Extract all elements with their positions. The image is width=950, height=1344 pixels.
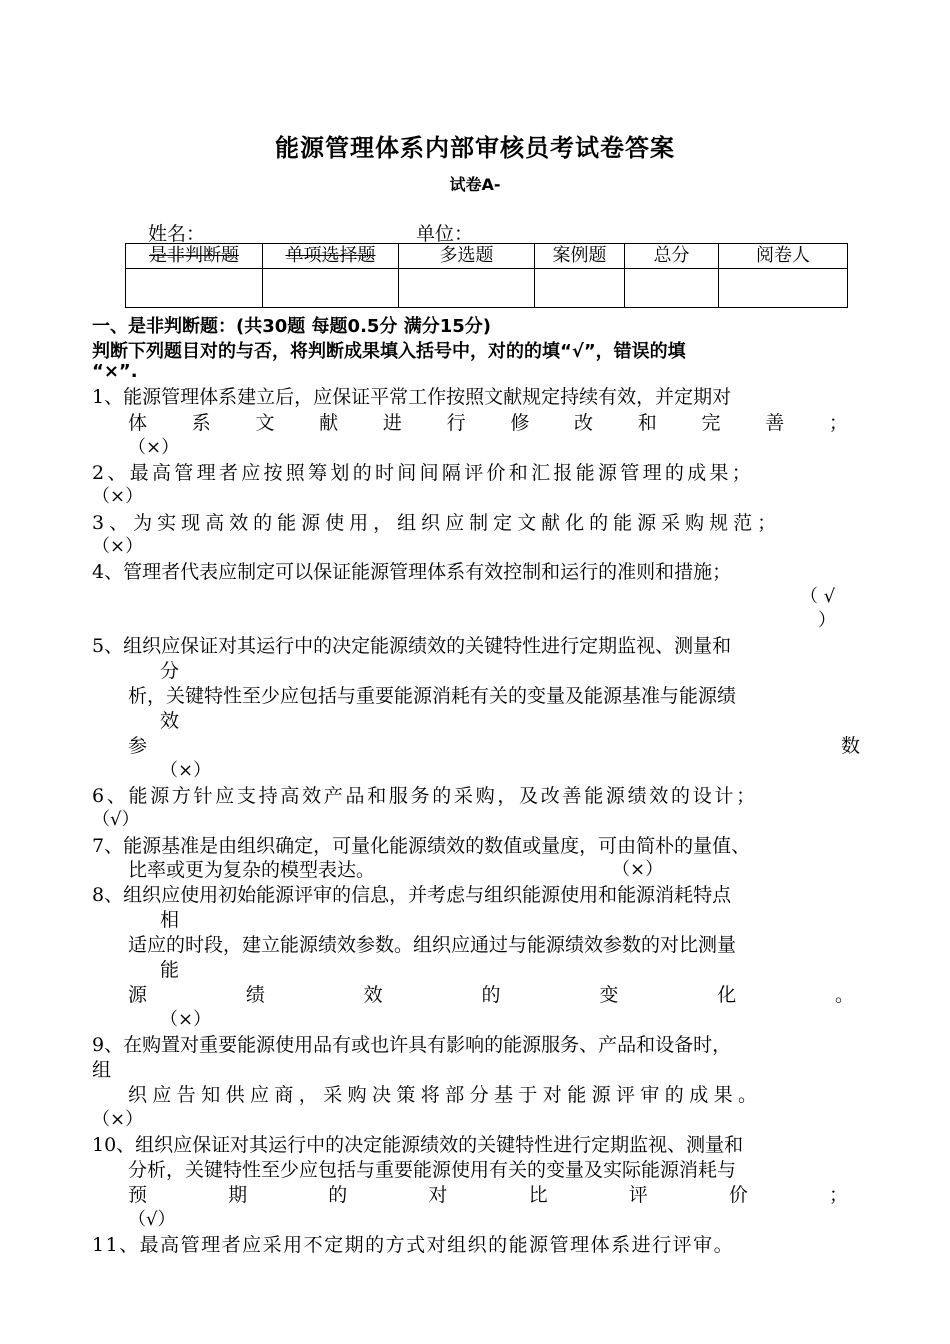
- question-8-answer: （×）: [160, 1009, 212, 1030]
- question-10-answer: （√）: [128, 1209, 176, 1230]
- exam-version: 试卷A-: [449, 175, 501, 194]
- col-judgment: 是非判断题: [126, 244, 263, 269]
- question-4-answer-close: ）: [818, 610, 836, 631]
- question-5-line-1: 5、组织应保证对其运行中的决定能源绩效的关键特性进行定期监视、测量和: [92, 635, 732, 657]
- score-table: [125, 243, 848, 308]
- question-9-answer: （×）: [92, 1109, 144, 1130]
- question-8-line-1-wrap: 相: [160, 909, 180, 931]
- score-cell-single-choice[interactable]: [263, 269, 399, 308]
- unit-field-label: 单位：: [416, 223, 474, 245]
- question-10-line-1: 10、组织应保证对其运行中的决定能源绩效的关键特性进行定期监视、测量和: [92, 1134, 744, 1156]
- question-2-line-1: 2、最高管理者应按照筹划的时间间隔评价和汇报能源管理的成果；: [92, 462, 755, 484]
- question-3-line-1: 3、为实现高效的能源使用，组织应制定文献化的能源采购规范；: [92, 512, 782, 534]
- question-5-line-1-wrap: 分: [160, 660, 180, 682]
- question-11-line-1: 11、最高管理者应采用不定期的方式对组织的能源管理体系进行评审。: [92, 1234, 735, 1256]
- question-10-line-2: 分析，关键特性至少应包括与重要能源使用有关的变量及实际能源消耗与: [128, 1159, 737, 1181]
- question-8-line-2-wrap: 能: [160, 959, 180, 981]
- question-5-line-2: 析，关键特性至少应包括与重要能源消耗有关的变量及能源基准与能源绩: [128, 685, 737, 707]
- question-4-line-1: 4、管理者代表应制定可以保证能源管理体系有效控制和运行的准则和措施；: [92, 561, 732, 583]
- question-9-line-1: 9、在购置对重要能源使用品有或也许具有影响的能源服务、产品和设备时，: [92, 1034, 732, 1056]
- col-grader: 阅卷人: [719, 244, 848, 269]
- question-3-answer: （×）: [92, 536, 144, 557]
- page-title: 能源管理体系内部审核员考试卷答案: [275, 134, 675, 162]
- question-1-answer: （×）: [128, 437, 180, 458]
- section-instruction-cont: “×”.: [92, 361, 138, 382]
- question-2-answer: （×）: [92, 486, 144, 507]
- score-cell-grader[interactable]: [719, 269, 848, 308]
- col-single-choice: 单项选择题: [263, 244, 399, 269]
- section-instruction: 判断下列题目对的与否，将判断成果填入括号中，对的的填“√”，错误的填: [92, 341, 686, 362]
- score-cell-judgment[interactable]: [126, 269, 263, 308]
- question-8-line-3: 源 绩 效 的 变 化 。: [128, 984, 854, 1006]
- question-5-line-3: 参 数: [128, 735, 860, 757]
- question-6-answer: （√）: [92, 809, 140, 830]
- question-10-line-3: 预 期 的 对 比 评 价 ；: [128, 1184, 848, 1206]
- score-cell-multi-choice[interactable]: [399, 269, 535, 308]
- question-7-line-2: 比率或更为复杂的模型表达。: [128, 859, 376, 881]
- question-1-line-1: 1、能源管理体系建立后，应保证平常工作按照文献规定持续有效，并定期对: [92, 386, 732, 408]
- name-field-label: 姓名：: [148, 223, 206, 245]
- question-7-line-1: 7、能源基准是由组织确定，可量化能源绩效的数值或量度，可由简朴的量值、: [92, 835, 751, 857]
- score-cell-total[interactable]: [625, 269, 719, 308]
- question-9-line-1-wrap: 组: [92, 1059, 112, 1081]
- col-case-study: 案例题: [535, 244, 625, 269]
- score-cell-case-study[interactable]: [535, 269, 625, 308]
- section-heading: 一、是非判断题：(共30题 每题0.5分 满分15分): [92, 316, 491, 337]
- question-7-answer: （×）: [612, 859, 664, 880]
- question-9-line-2: 织应告知供应商，采购决策将部分基于对能源评审的成果。: [128, 1084, 763, 1106]
- col-total-score: 总分: [625, 244, 719, 269]
- question-8-line-1: 8、组织应使用初始能源评审的信息，并考虑与组织能源使用和能源消耗特点: [92, 884, 732, 906]
- question-8-line-2: 适应的时段，建立能源绩效参数。组织应通过与能源绩效参数的对比测量: [128, 934, 737, 956]
- question-5-line-2-wrap: 效: [160, 710, 180, 732]
- question-5-answer: （×）: [160, 760, 212, 781]
- col-multi-choice: 多选题: [399, 244, 535, 269]
- question-1-line-2: 体 系 文 献 进 行 修 改 和 完 善 ；: [128, 412, 848, 434]
- question-4-answer: （ √: [800, 586, 836, 607]
- question-6-line-1: 6、能源方针应支持高效产品和服务的采购，及改善能源绩效的设计；: [92, 785, 758, 807]
